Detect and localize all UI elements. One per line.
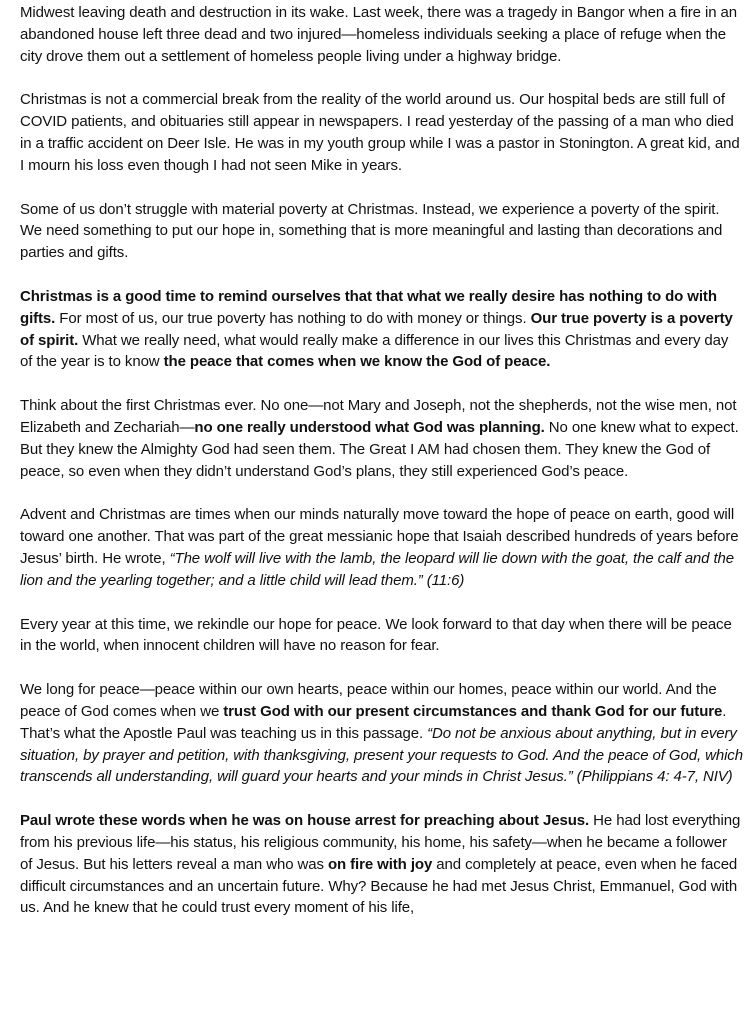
text-span: What we really need, what would really make a difference in our lives this Christmas and every day of the year is to know — [20, 331, 729, 371]
paragraph-tragedy-bangor — [20, 2, 743, 67]
bold-text: on fire with joy — [327, 855, 433, 873]
text-span: We long for peace—peace within our own hearts, peace within our homes, peace within our world. And the peace of God comes when we — [20, 681, 717, 720]
bold-text: Christmas is a good time to remind ourselves that that what we really desire has nothing to do with gifts. — [20, 287, 717, 327]
bold-text: the peace that comes when we know the God of peace. — [163, 353, 551, 371]
bold-text: trust God with our present circumstances and thank God for our future — [223, 702, 723, 720]
paragraph-long-for-peace — [20, 679, 743, 788]
text-span: Midwest leaving death and destruction in its wake. Last week, there was a tragedy in Bangor when a fire in an abandoned house left three dead and two injured—homeless individuals seeking a place of refuge when the city drove them out a settlement of homeless people living under a highway bridge. — [20, 4, 738, 65]
bold-text: no one really understood what God was planning. — [194, 418, 545, 436]
paragraph-paul-house-arrest — [20, 810, 743, 919]
text-span: No one knew what to expect. But they knew the Almighty God had seen them. The Great I AM had chosen them. They knew the God of peace, so even when they didn’t understand God’s plans, they still experienced God’s peace. — [20, 418, 739, 480]
paragraph-rekindle-hope — [20, 614, 743, 658]
text-span: and completely at peace, even when he faced difficult circumstances and an uncertain future. Why? Because he had met Jesus Christ, Emmanuel, God with us. And he knew that he could trust every moment of his life, — [20, 855, 738, 917]
text-span: Think about the first Christmas ever. No one—not Mary and Joseph, not the shepherds, not the wise men, not Elizabeth and Zechariah— — [20, 397, 737, 436]
italic-quote: “Do not be anxious about anything, but in every situation, by prayer and petition, with thanksgiving, present your requests to God. And the peace of God, which transcends all understanding, will guard your hearts and your minds in Christ Jesus.” (Philippians 4: 4-7, NIV) — [20, 724, 743, 786]
text-span: Advent and Christmas are times when our minds naturally move toward the hope of peace on earth, good will toward one another. That was part of the great messianic hope that Isaiah described hundreds of years before Jesus’ birth. He wrote, — [20, 506, 739, 567]
bold-text: Our true poverty is a poverty of spirit. — [20, 309, 733, 349]
paragraph-christmas-not-commercial-break — [20, 89, 743, 176]
text-span: . That’s what the Apostle Paul was teaching us in this passage. — [20, 702, 727, 742]
paragraph-true-poverty — [20, 286, 743, 373]
text-span: He had lost everything from his previous life—his status, his religious community, his home, his safety—when he became a follower of Jesus. But his letters reveal a man who was — [20, 812, 741, 873]
italic-quote: “The wolf will live with the lamb, the leopard will lie down with the goat, the calf and the lion and the yearling together; and a little child will lead them.” (11:6) — [20, 549, 735, 589]
bold-text: Paul wrote these words when he was on house arrest for preaching about Jesus. — [20, 812, 590, 830]
text-span: For most of us, our true poverty has nothing to do with money or things. — [55, 309, 531, 327]
text-span: Every year at this time, we rekindle our hope for peace. We look forward to that day when there will be peace in the world, when innocent children will have no reason for fear. — [20, 615, 732, 655]
paragraph-first-christmas — [20, 395, 743, 482]
text-span: Some of us don’t struggle with material poverty at Christmas. Instead, we experience a poverty of the spirit. We need something to put our hope in, something that is more meaningful and lasting than decorations and parties and gifts. — [20, 200, 723, 262]
paragraph-poverty-of-spirit — [20, 199, 743, 264]
paragraph-advent-isaiah — [20, 504, 743, 591]
text-span: Christmas is not a commercial break from the reality of the world around us. Our hospital beds are still full of COVID patients, and obituaries still appear in newspapers. I read yesterday of the passing of a man who died in a traffic accident on Deer Isle. He was in my youth group while I was a pastor in Stonington. A great kid, and I mourn his loss even though I had not seen Mike in years. — [20, 91, 740, 174]
